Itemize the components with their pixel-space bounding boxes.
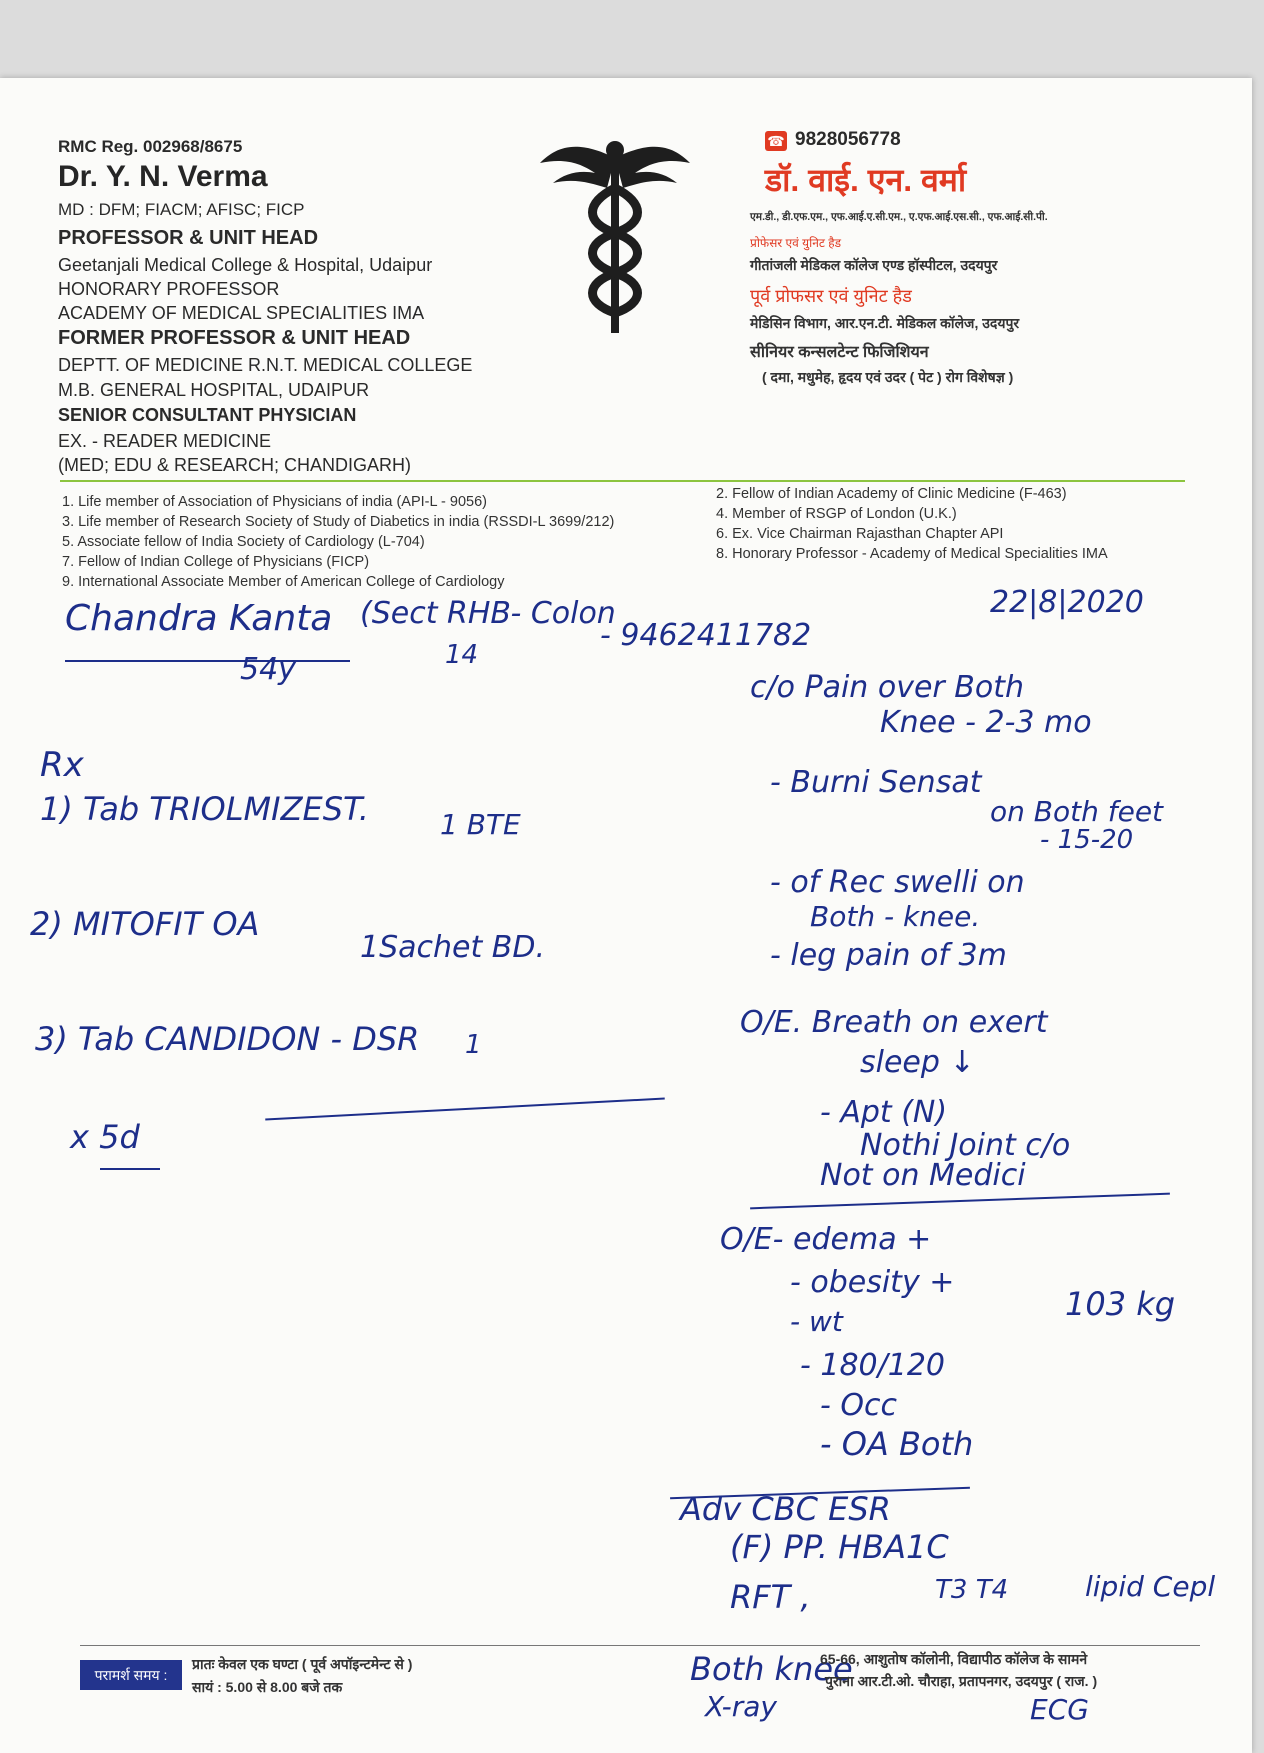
clinic-address: 65-66, आशुतोष कॉलोनी, विद्यापीठ कॉलेज के सामने — [820, 1651, 1088, 1667]
advice-line: ECG — [1030, 1693, 1089, 1726]
complaint-line: - leg pain of 3m — [770, 938, 1007, 973]
complaint-line: - Burni Sensat — [770, 765, 982, 800]
header-line: PROFESSOR & UNIT HEAD — [58, 227, 319, 249]
duration: x 5d — [70, 1118, 140, 1156]
advice-line: (F) PP. HBA1C — [730, 1528, 949, 1566]
medicine-2: 2) MITOFIT OA — [30, 905, 260, 943]
prescription-date: 22|8|2020 — [990, 585, 1144, 620]
header-line: DEPTT. OF MEDICINE R.N.T. MEDICAL COLLEGE — [58, 355, 473, 375]
medicine-2-dose: 1Sachet BD. — [360, 930, 545, 965]
patient-phone: - 9462411782 — [600, 618, 812, 653]
degrees-hindi: एम.डी., डी.एफ.एम., एफ.आई.ए.सी.एम., ए.एफ.आई.एस.सी., एफ.आई.सी.पी. — [750, 211, 1048, 223]
advice-line: Both knee — [690, 1650, 853, 1688]
consult-time-label: परामर्श समय : — [80, 1660, 182, 1690]
header-line-hindi: प्रोफेसर एवं युनिट हैड — [750, 236, 842, 250]
phone-icon: ☎ — [765, 131, 787, 151]
exam-line: O/E- edema + — [720, 1222, 932, 1257]
patient-address: (Sect RHB- Colon — [360, 596, 616, 631]
exam-line: Not on Medici — [820, 1158, 1026, 1193]
clinic-address: पुराना आर.टी.ओ. चौराहा, प्रतापनगर, उदयपुर ( राज. ) — [825, 1673, 1098, 1689]
header-line-hindi: मेडिसिन विभाग, आर.एन.टी. मेडिकल कॉलेज, उदयपुर — [750, 315, 1020, 331]
complaint-line: Knee - 2-3 mo — [880, 705, 1092, 740]
advice-line: T3 T4 — [935, 1575, 1009, 1605]
header-line-hindi: गीतांजली मेडिकल कॉलेज एण्ड हॉस्पीटल, उदयपुर — [750, 257, 998, 273]
advice-line: lipid Cepl — [1085, 1570, 1216, 1603]
membership-item: 6. Ex. Vice Chairman Rajasthan Chapter API — [716, 526, 1004, 542]
membership-item: 1. Life member of Association of Physicians of india (API-L - 9056) — [62, 494, 488, 510]
blood-pressure: - 180/120 — [800, 1348, 945, 1383]
patient-address-number: 14 — [445, 640, 479, 670]
exam-line: O/E. Breath on exert — [740, 1005, 1048, 1040]
header-line-hindi: सीनियर कन्सलटेन्ट फिजिशियन — [750, 344, 929, 361]
patient-age: 54y — [240, 652, 296, 687]
header-line: HONORARY PROFESSOR — [58, 279, 280, 299]
header-line: Geetanjali Medical College & Hospital, Udaipur — [58, 255, 433, 275]
doctor-name: Dr. Y. N. Verma — [58, 160, 268, 193]
exam-line: - obesity + — [790, 1265, 955, 1300]
advice-line: Adv CBC ESR — [680, 1490, 891, 1528]
patient-name: Chandra Kanta — [65, 598, 333, 639]
doctor-degrees: MD : DFM; FIACM; AFISC; FICP — [58, 200, 305, 219]
exam-line: - wt — [790, 1305, 843, 1338]
membership-item: 9. International Associate Member of American College of Cardiology — [62, 574, 505, 590]
complaint-line: - of Rec swelli on — [770, 865, 1025, 900]
consult-time-morning: प्रातः केवल एक घण्टा ( पूर्व अपॉइन्टमेन्ट से ) — [192, 1656, 413, 1672]
header-line-hindi: पूर्व प्रोफसर एवं युनिट हैड — [750, 286, 912, 306]
complaint-line: - 15-20 — [1040, 825, 1134, 855]
medicine-3: 3) Tab CANDIDON - DSR — [35, 1020, 420, 1058]
exam-line: - OA Both — [820, 1425, 974, 1463]
header-line: ACADEMY OF MEDICAL SPECIALITIES IMA — [58, 303, 425, 323]
footer-divider — [80, 1645, 1200, 1646]
header-line: M.B. GENERAL HOSPITAL, UDAIPUR — [58, 380, 370, 400]
membership-item: 2. Fellow of Indian Academy of Clinic Medicine (F-463) — [716, 486, 1067, 502]
header-divider — [60, 480, 1185, 482]
complaint-line: c/o Pain over Both — [750, 670, 1024, 705]
caduceus-icon — [535, 128, 695, 338]
exam-line: Nothi Joint c/o — [860, 1128, 1071, 1163]
medicine-1: 1) Tab TRIOLMIZEST. — [40, 790, 369, 828]
membership-item: 5. Associate fellow of India Society of Cardiology (L-704) — [62, 534, 425, 550]
phone-number: 9828056778 — [795, 129, 901, 150]
advice-line: RFT , — [730, 1578, 811, 1616]
weight-value: 103 kg — [1065, 1285, 1176, 1323]
complaint-line: Both - knee. — [810, 900, 981, 933]
exam-line: - Apt (N) — [820, 1095, 948, 1130]
advice-line: X-ray — [705, 1690, 777, 1723]
header-line: FORMER PROFESSOR & UNIT HEAD — [58, 327, 411, 349]
exam-line: - Occ — [820, 1388, 897, 1423]
header-line-hindi: ( दमा, मधुमेह, हृदय एवं उदर ( पेट ) रोग विशेषज्ञ ) — [762, 369, 1014, 385]
rx-symbol: Rx — [40, 745, 84, 785]
membership-item: 3. Life member of Research Society of Study of Diabetics in india (RSSDI-L 3699/212) — [62, 514, 615, 530]
header-line: EX. - READER MEDICINE — [58, 431, 272, 451]
membership-item: 7. Fellow of Indian College of Physicians (FICP) — [62, 554, 370, 570]
registration-number: RMC Reg. 002968/8675 — [58, 137, 243, 156]
header-line: SENIOR CONSULTANT PHYSICIAN — [58, 405, 357, 425]
consult-time-evening: सायं : 5.00 से 8.00 बजे तक — [192, 1679, 343, 1695]
complaint-line: on Both feet — [990, 795, 1164, 828]
header-line: (MED; EDU & RESEARCH; CHANDIGARH) — [58, 455, 412, 475]
membership-item: 8. Honorary Professor - Academy of Medical Specialities IMA — [716, 546, 1108, 562]
medicine-3-dose: 1 — [465, 1030, 482, 1060]
medicine-1-dose: 1 BTE — [440, 808, 521, 841]
exam-line: sleep ↓ — [860, 1045, 975, 1080]
doctor-name-hindi: डॉ. वाई. एन. वर्मा — [765, 162, 967, 198]
membership-item: 4. Member of RSGP of London (U.K.) — [716, 506, 957, 522]
